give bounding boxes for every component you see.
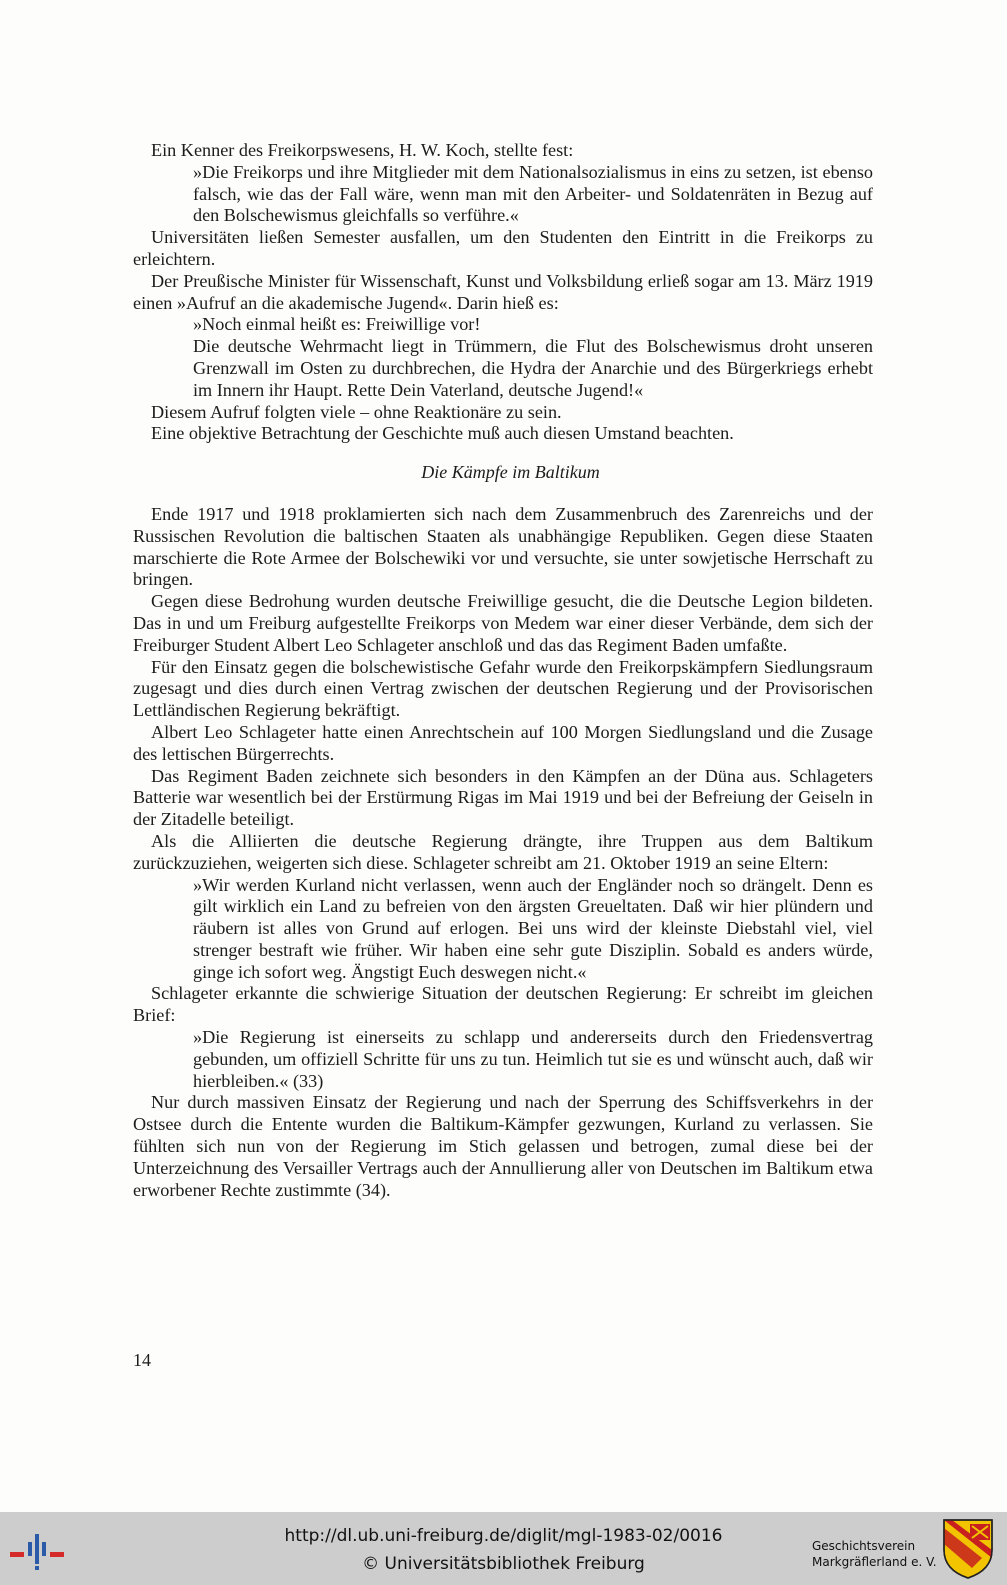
paragraph: Für den Einsatz gegen die bolschewistische Gefahr wurde den Freikorpskämpfern Siedlungsraum zugesagt und dies durch einen Vertrag zwischen der deutschen Regierung und der Provisorischen Lettländischen Regierung bekräftigt.: [133, 656, 873, 721]
quotation: [193, 162, 873, 227]
quotation: [193, 1027, 873, 1092]
copyright-text: © Universitätsbibliothek Freiburg: [362, 1554, 645, 1574]
quote-text: »Die Regierung ist einerseits zu schlapp und andererseits durch den Friedensvertrag gebunden, um offiziell Schritte für uns zu tun. Heimlich tut sie es und wünscht auch, daß wir hierbleiben.« (33): [193, 1027, 873, 1091]
quote-text: »Noch einmal heißt es: Freiwillige vor!: [193, 314, 481, 335]
quote-text: Die deutsche Wehrmacht liegt in Trümmern, die Flut des Bolschewismus droht unseren Grenzwall im Osten zu durchbrechen, die Hydra der Anarchie und des Bürgerkriegs erhebt im Innern ihr Haupt. Rette Dein Vaterland, deutsche Jugend!«: [193, 336, 873, 400]
page-number: 14: [133, 1350, 151, 1370]
paragraph: Nur durch massiven Einsatz der Regierung und nach der Sperrung des Schiffsverkehrs in der Ostsee durch die Entente wurden die Baltikum-Kämpfer gezwungen, Kurland zu verlassen. Sie fühlten sich nun von der Regierung im Stich gelassen und betrogen, zumal diese bei der Unterzeichnung des Versailler Vertrags auch der Annullierung aller von Deutschen im Baltikum etwa erworbener Rechte zustimmte (34).: [133, 1092, 873, 1200]
paragraph: Albert Leo Schlageter hatte einen Anrechtschein auf 100 Morgen Siedlungsland und die Zusage des lettischen Bürgerrechts.: [133, 721, 873, 764]
coat-of-arms-icon: [942, 1518, 994, 1580]
society-line: Geschichtsverein: [812, 1539, 916, 1553]
society-line: Markgräflerland e. V.: [812, 1555, 937, 1569]
paragraph: Der Preußische Minister für Wissenschaft, Kunst und Volksbildung erließ sogar am 13. März 1919 einen »Aufruf an die akademische Jugend«. Darin hieß es:: [133, 270, 873, 313]
document-url-link[interactable]: http://dl.ub.uni-freiburg.de/diglit/mgl-1983-02/0016: [284, 1526, 723, 1546]
paragraph: Eine objektive Betrachtung der Geschichte muß auch diesen Umstand beachten.: [151, 423, 734, 444]
paragraph: Gegen diese Bedrohung wurden deutsche Freiwillige gesucht, die die Deutsche Legion bildeten. Das in und um Freiburg aufgestellte Freikorps von Medem war einer dieser Verbände, dem sich der Freiburger Student Albert Leo Schlageter anschloß und das das Regiment Baden umfaßte.: [133, 591, 873, 655]
quotation: [193, 314, 873, 401]
quotation: [193, 875, 873, 984]
quote-text: »Wir werden Kurland nicht verlassen, wenn auch der Engländer noch so drängelt. Denn es gilt wirklich ein Land zu befreien von den ärgsten Greueltaten. Daß wir hier plündern und räubern ist alles von Grund auf erlogen. Bei uns wird der kleinste Diebstahl viel, viel strenger bestraft wie früher. Wir haben eine sehr gute Disziplin. Sobald es anders würde, ginge ich sofort weg. Ängstigt Euch deswegen nicht.«: [193, 874, 873, 982]
viewer-footer: [0, 1512, 1007, 1585]
paragraph: Diesem Aufruf folgten viele – ohne Reaktionäre zu sein.: [151, 401, 562, 422]
paragraph: Ende 1917 und 1918 proklamierten sich nach dem Zusammenbruch des Zarenreichs und der Russischen Revolution die baltischen Staaten als unabhängige Republiken. Gegen diese Staaten marschierte die Rote Armee der Bolschewiki vor und versuchte, sie unter sowjetische Herrschaft zu bringen.: [133, 503, 873, 590]
quote-text: »Die Freikorps und ihre Mitglieder mit dem Nationalsozialismus in eins zu setzen, ist ebenso falsch, wie das der Fall wäre, wenn man mit den Arbeiter- und Soldatenräten in Bezug auf den Bolschewismus gleichfalls so verführe.«: [193, 161, 873, 226]
society-name: [812, 1538, 937, 1570]
paragraph: Als die Alliierten die deutsche Regierung drängte, ihre Truppen aus dem Baltikum zurückzuziehen, weigerten sich diese. Schlageter schreibt am 21. Oktober 1919 an seine Eltern:: [133, 830, 873, 873]
paragraph: Schlageter erkannte die schwierige Situation der deutschen Regierung: Er schreibt im gleichen Brief:: [133, 983, 873, 1026]
text-column: [133, 140, 873, 1201]
section-heading: [133, 462, 873, 484]
paragraph: Das Regiment Baden zeichnete sich besonders in den Kämpfen an der Düna aus. Schlageters Batterie war wesentlich bei der Erstürmung Rigas im Mai 1919 und bei der Befreiung der Geiseln in der Zitadelle beteiligt.: [133, 765, 873, 830]
section-heading-text: Die Kämpfe im Baltikum: [421, 462, 600, 483]
paragraph: Universitäten ließen Semester ausfallen, um den Studenten den Eintritt in die Freikorps zu erleichtern.: [133, 227, 873, 269]
paragraph: Ein Kenner des Freikorpswesens, H. W. Koch, stellte fest:: [151, 140, 574, 160]
